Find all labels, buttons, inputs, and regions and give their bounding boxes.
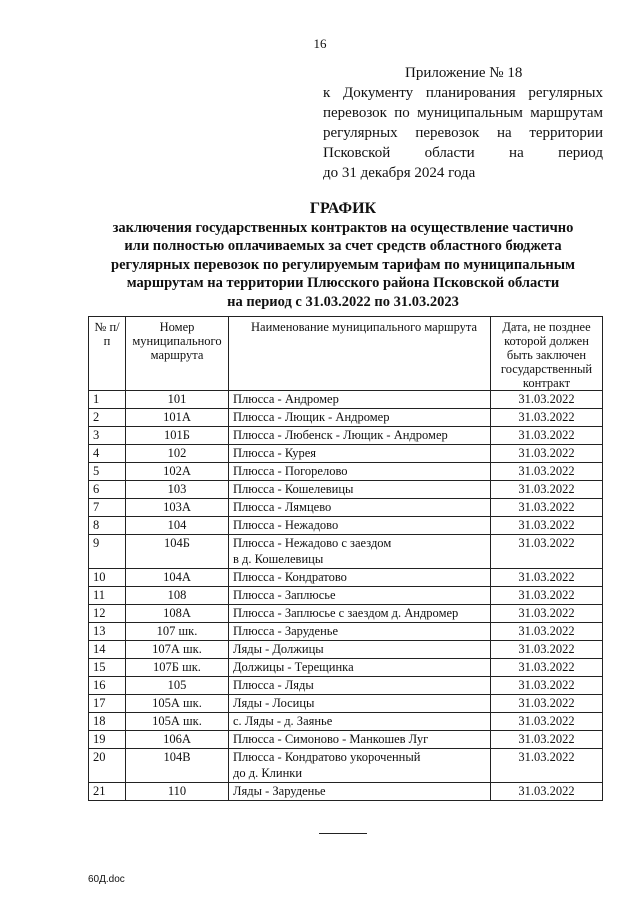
header-route-name: Наименование муниципального маршрута xyxy=(229,317,491,391)
route-number: 104Б xyxy=(126,535,229,569)
table-header-row xyxy=(89,317,603,391)
route-name xyxy=(229,749,491,783)
route-name-line: Плюсса - Кошелевицы xyxy=(233,482,354,496)
contract-date: 31.03.2022 xyxy=(491,749,603,783)
row-number: 20 xyxy=(89,749,126,783)
contract-date: 31.03.2022 xyxy=(491,713,603,731)
route-name xyxy=(229,445,491,463)
contract-date: 31.03.2022 xyxy=(491,481,603,499)
route-name-line: Ляды - Лосицы xyxy=(233,696,315,710)
route-name-line: Должицы - Терещинка xyxy=(233,660,354,674)
contract-date: 31.03.2022 xyxy=(491,517,603,535)
page-number: 16 xyxy=(313,36,327,51)
row-number: 11 xyxy=(89,587,126,605)
route-name xyxy=(229,569,491,587)
route-name-line: Плюсса - Нежадово xyxy=(233,518,339,532)
route-name-line: Плюсса - Погорелово xyxy=(233,464,348,478)
appendix-line: Псковской области на период xyxy=(323,145,603,161)
row-number: 18 xyxy=(89,713,126,731)
table-row xyxy=(89,445,603,463)
route-name-line: Ляды - Должицы xyxy=(233,642,324,656)
table-row xyxy=(89,783,603,801)
contract-date: 31.03.2022 xyxy=(491,695,603,713)
route-number: 107Б шк. xyxy=(126,659,229,677)
route-name-line: Плюсса - Симоново - Манкошев Луг xyxy=(233,732,429,746)
heading-line: регулярных перевозок по регулируемым тарифам по муниципальным xyxy=(111,256,575,273)
route-number: 108А xyxy=(126,605,229,623)
table-row xyxy=(89,677,603,695)
route-name-line: с. Ляды - д. Заянье xyxy=(233,714,333,728)
row-number: 12 xyxy=(89,605,126,623)
row-number: 8 xyxy=(89,517,126,535)
table-row xyxy=(89,749,603,783)
row-number: 3 xyxy=(89,427,126,445)
contract-date: 31.03.2022 xyxy=(491,783,603,801)
row-number: 21 xyxy=(89,783,126,801)
contract-date: 31.03.2022 xyxy=(491,463,603,481)
header-contract-date: Дата, не позднее которой должен быть заключен государственный контракт xyxy=(491,317,603,391)
route-number: 102 xyxy=(126,445,229,463)
table-row xyxy=(89,641,603,659)
route-name-line: Плюсса - Андромер xyxy=(233,392,339,406)
document-title: ГРАФИК xyxy=(309,200,377,217)
route-number: 110 xyxy=(126,783,229,801)
row-number: 9 xyxy=(89,535,126,569)
route-number: 105А шк. xyxy=(126,713,229,731)
row-number: 1 xyxy=(89,391,126,409)
route-name-line: Плюсса - Заплюсье xyxy=(233,588,336,602)
route-name-line: Плюсса - Курея xyxy=(233,446,317,460)
route-number: 103А xyxy=(126,499,229,517)
route-number: 103 xyxy=(126,481,229,499)
table-row xyxy=(89,605,603,623)
route-number: 105А шк. xyxy=(126,695,229,713)
table-row xyxy=(89,569,603,587)
route-name-line: Плюсса - Лющик - Андромер xyxy=(233,410,390,424)
heading-line: или полностью оплачиваемых за счет средств областного бюджета xyxy=(124,238,562,254)
route-name-line: Плюсса - Ляды xyxy=(233,678,314,692)
route-name xyxy=(229,391,491,409)
contract-date: 31.03.2022 xyxy=(491,569,603,587)
contracts-schedule-table xyxy=(88,316,603,801)
route-number: 101 xyxy=(126,391,229,409)
route-name-line: Плюсса - Любенск - Лющик - Андромер xyxy=(233,428,448,442)
appendix-line: регулярных перевозок на территории xyxy=(323,125,603,141)
route-name-line: Плюсса - Лямцево xyxy=(233,500,332,514)
appendix-line: к Документу планирования регулярных xyxy=(323,85,603,101)
heading-line: маршрутам на территории Плюсского района Псковской области xyxy=(126,275,560,291)
contract-date: 31.03.2022 xyxy=(491,605,603,623)
table-row xyxy=(89,587,603,605)
table-row xyxy=(89,481,603,499)
contract-date: 31.03.2022 xyxy=(491,409,603,427)
route-name xyxy=(229,677,491,695)
route-name-line: Плюсса - Заруденье xyxy=(233,624,339,638)
table-row xyxy=(89,713,603,731)
heading-line: заключения государственных контрактов на осуществление частично xyxy=(112,219,574,236)
route-name-line: Плюсса - Нежадово с заездом xyxy=(233,536,392,550)
contract-date: 31.03.2022 xyxy=(491,427,603,445)
route-number: 106А xyxy=(126,731,229,749)
contract-date: 31.03.2022 xyxy=(491,677,603,695)
contract-date: 31.03.2022 xyxy=(491,641,603,659)
row-number: 17 xyxy=(89,695,126,713)
route-name xyxy=(229,463,491,481)
route-name xyxy=(229,783,491,801)
route-number: 108 xyxy=(126,587,229,605)
route-name-line: до д. Клинки xyxy=(233,766,303,780)
row-number: 5 xyxy=(89,463,126,481)
table-row xyxy=(89,731,603,749)
contract-date: 31.03.2022 xyxy=(491,391,603,409)
table-row xyxy=(89,517,603,535)
route-name-line: Плюсса - Кондратово xyxy=(233,570,347,584)
contract-date: 31.03.2022 xyxy=(491,499,603,517)
route-number: 101Б xyxy=(126,427,229,445)
route-number: 107 шк. xyxy=(126,623,229,641)
row-number: 19 xyxy=(89,731,126,749)
row-number: 2 xyxy=(89,409,126,427)
route-number: 104 xyxy=(126,517,229,535)
contract-date: 31.03.2022 xyxy=(491,659,603,677)
route-number: 104А xyxy=(126,569,229,587)
contract-date: 31.03.2022 xyxy=(491,587,603,605)
header-number: № п/п xyxy=(89,317,126,391)
route-number: 105 xyxy=(126,677,229,695)
table-row xyxy=(89,659,603,677)
table-row xyxy=(89,535,603,569)
table-body xyxy=(89,391,603,801)
route-name xyxy=(229,535,491,569)
row-number: 13 xyxy=(89,623,126,641)
route-name xyxy=(229,659,491,677)
table-row xyxy=(89,695,603,713)
route-name xyxy=(229,731,491,749)
route-name-line: Ляды - Заруденье xyxy=(233,784,326,798)
row-number: 4 xyxy=(89,445,126,463)
route-name xyxy=(229,517,491,535)
route-name xyxy=(229,409,491,427)
appendix-note xyxy=(323,63,603,183)
route-name-line: в д. Кошелевицы xyxy=(233,552,324,566)
heading-period: на период с 31.03.2022 по 31.03.2023 xyxy=(227,293,459,310)
row-number: 14 xyxy=(89,641,126,659)
separator-line xyxy=(319,833,367,834)
row-number: 16 xyxy=(89,677,126,695)
route-number: 102А xyxy=(126,463,229,481)
table-row xyxy=(89,391,603,409)
route-name xyxy=(229,623,491,641)
contract-date: 31.03.2022 xyxy=(491,535,603,569)
contract-date: 31.03.2022 xyxy=(491,445,603,463)
header-route-number: Номер муниципального маршрута xyxy=(126,317,229,391)
route-name xyxy=(229,427,491,445)
route-name xyxy=(229,481,491,499)
route-number: 107А шк. xyxy=(126,641,229,659)
table-row xyxy=(89,427,603,445)
route-name-line: Плюсса - Кондратово укороченный xyxy=(233,750,421,764)
document-heading xyxy=(88,200,598,311)
route-name xyxy=(229,587,491,605)
route-number: 101А xyxy=(126,409,229,427)
appendix-title: Приложение № 18 xyxy=(405,65,523,81)
contract-date: 31.03.2022 xyxy=(491,731,603,749)
table-row xyxy=(89,623,603,641)
row-number: 7 xyxy=(89,499,126,517)
appendix-line: перевозок по муниципальным маршрутам xyxy=(323,105,603,121)
route-name-line: Плюсса - Заплюсье с заездом д. Андромер xyxy=(233,606,459,620)
route-name xyxy=(229,713,491,731)
table-row xyxy=(89,409,603,427)
row-number: 15 xyxy=(89,659,126,677)
row-number: 6 xyxy=(89,481,126,499)
table-row xyxy=(89,463,603,481)
table-row xyxy=(89,499,603,517)
route-name xyxy=(229,499,491,517)
contract-date: 31.03.2022 xyxy=(491,623,603,641)
row-number: 10 xyxy=(89,569,126,587)
file-name: 60Д.doc xyxy=(88,874,125,885)
route-name xyxy=(229,695,491,713)
route-name xyxy=(229,605,491,623)
route-number: 104В xyxy=(126,749,229,783)
appendix-line: до 31 декабря 2024 года xyxy=(323,165,476,181)
route-name xyxy=(229,641,491,659)
